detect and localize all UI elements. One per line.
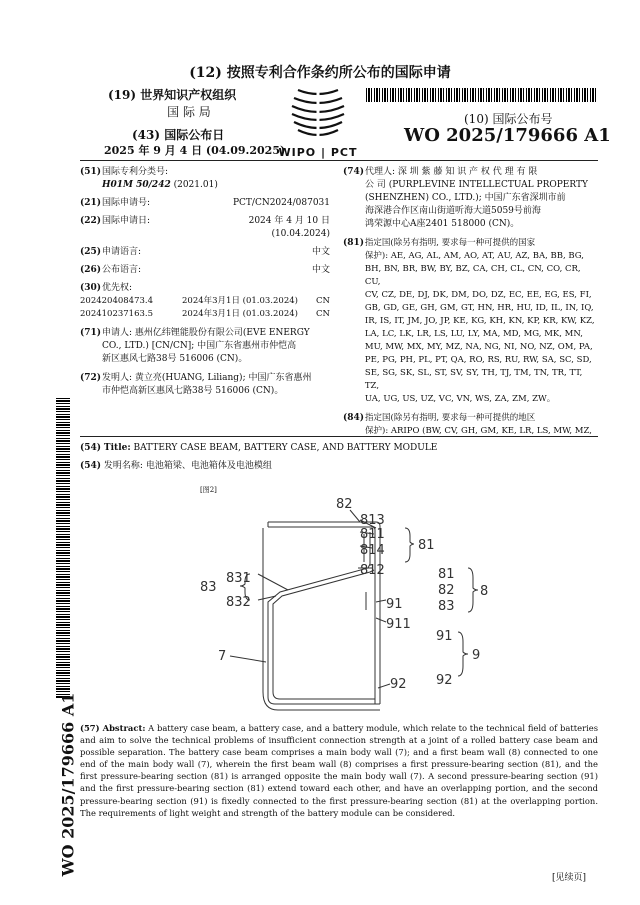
- label-911: 911: [386, 617, 411, 632]
- legend-9: 9: [472, 648, 481, 663]
- label-814: 814: [360, 543, 385, 558]
- label-83: 83: [200, 580, 217, 595]
- label-92: 92: [390, 677, 407, 692]
- field-72: (72) 发明人: 黄立亮(HUANG, Liliang); 中国广东省惠州 市仲恺高新区惠风七路38号 516006 (CN)。: [80, 373, 312, 396]
- org-code: (19): [108, 88, 137, 102]
- legend-82: 82: [438, 583, 455, 598]
- pub-no-label: (10) 国际公布号: [464, 112, 553, 126]
- label-813: 813: [360, 513, 385, 528]
- field-71: (71) 申请人: 惠州亿纬锂能股份有限公司(EVE ENERGY CO., LTD.) [CN/CN]; 中国广东省惠州市仲恺高 新区惠风七路38号 516006 (CN)。: [80, 328, 310, 364]
- org-name: 世界知识产权组织: [140, 88, 237, 102]
- side-pub-no: WO 2025/179666 A1: [58, 692, 78, 877]
- ipc-class: H01M 50/242: [102, 180, 171, 190]
- label-81: 81: [418, 538, 435, 553]
- continued-note: [见续页]: [552, 873, 587, 883]
- title-zh: (54) 发明名称: 电池箱梁、电池箱体及电池模组: [80, 461, 272, 471]
- label-82: 82: [336, 497, 353, 512]
- left-column: (51) 国际专利分类号: H01M 50/242 (2021.01) (21) 国际申请号: PCT/CN2024/087031 (22) 国际申请日: 2024 年 4 月 10 日 (10.04.2024) (25) 申请语言: 中文 (26) 公布语言: 中文 (30) 优先权: 202420408473.4 2024年3月1日 (01.03.2024) CN 202410237163.5 2024年3月1日 (01.03.2024) CN (71) 申请人: 惠州亿纬锂能股份有限公司(EVE ENERGY CO., LTD.) [CN/CN]; 中国广东省惠州市仲恺高 新区惠风七路38号 516006 (CN)。 (72) 发明人: 黄立亮(HUANG, Liliang); 中国广东省惠州 市仲恺高新区惠风七路38号 516006 (CN)。: [80, 167, 330, 396]
- wipo-logo: [268, 84, 368, 159]
- org-block: [108, 86, 258, 120]
- field-22: (22) 国际申请日: 2024 年 4 月 10 日 (10.04.2024): [80, 216, 330, 239]
- label-7: 7: [218, 649, 227, 664]
- field-21: (21) 国际申请号: PCT/CN2024/087031: [80, 198, 330, 208]
- label-831: 831: [226, 571, 251, 586]
- priority-row: 202420408473.4 2024年3月1日 (01.03.2024) CN: [80, 296, 330, 306]
- label-812: 812: [360, 563, 385, 578]
- abstract-text: A battery case beam, a battery case, and a battery module, which relate to the technical field of batteries and aim to solve the technical problems of insufficient connection strength at a joint of a rolled battery case beam and possible separation. The battery case beam comprises a main body wall (7); and a first beam wall (8) connected to one end of the main body wall (7), wherein the first beam wall (8) comprises a first pressure-bearing section (81), and the first pressure-bearing section (81) is arranged opposite the main body wall (7). A second pressure-bearing section (91) and the first pressure-bearing section (81) extend toward each other, and have an overlapping portion, and the second pressure-bearing section (91) is fixedly connected to the first pressure-bearing section (81) at the overlapping portion. The requirements of light weight and strength of the battery module can be considered.: [80, 723, 598, 818]
- field-84: (84) 指定国(除另有指明, 要求每一种可提供的地区 保护): ARIPO (BW, CV, GH, GM, KE, LR, LS, MW, MZ,: [343, 413, 592, 436]
- wipo-emblem-icon: [268, 84, 368, 142]
- pub-date-label: (43) 国际公布日: [132, 128, 225, 142]
- field-30: (30) 优先权:: [80, 283, 133, 293]
- legend-92: 92: [436, 673, 453, 688]
- patent-figure: [190, 492, 490, 717]
- title-rule: [80, 436, 598, 437]
- right-column: [343, 166, 598, 438]
- document-type: (12) 按照专利合作条约所公布的国际申请: [189, 65, 451, 81]
- field-25: (25) 申请语言: 中文: [80, 247, 330, 257]
- field-51: (51) 国际专利分类号:: [80, 167, 169, 177]
- top-barcode: [366, 88, 596, 102]
- pub-no: WO 2025/179666 A1: [404, 125, 611, 146]
- side-barcode: [56, 398, 70, 698]
- abstract-label: (57) Abstract:: [80, 723, 146, 733]
- label-91: 91: [386, 597, 403, 612]
- field-74: (74) 代理人: 深 圳 紫 藤 知 识 产 权 代 理 有 限 公 司 (PURPLEVINE INTELLECTUAL PROPERTY (SHENZHEN) CO., LTD.); 中国广东省深圳市前 海深港合作区南山街道听海大道5059号前海 鸿荣源中心A座2401 518000 (CN)。: [343, 167, 588, 229]
- label-832: 832: [226, 595, 251, 610]
- abstract: [80, 722, 598, 819]
- figure-caption: [图2]: [200, 486, 217, 494]
- legend-83: 83: [438, 599, 455, 614]
- legend-91: 91: [436, 629, 453, 644]
- org-sub: 国 际 局: [167, 105, 211, 119]
- label-811: 811: [360, 527, 385, 542]
- title-en: (54) Title: BATTERY CASE BEAM, BATTERY CASE, AND BATTERY MODULE: [80, 443, 438, 453]
- header-rule: [80, 160, 598, 161]
- wipo-logo-text: WIPO | PCT: [278, 146, 358, 159]
- legend-8: 8: [480, 584, 489, 599]
- pub-date: 2025 年 9 月 4 日 (04.09.2025): [104, 144, 286, 157]
- field-81: (81) 指定国(除另有指明, 要求每一种可提供的国家 保护): AE, AG, AL, AM, AO, AT, AU, AZ, BA, BB, BG, BH, BN, BR, BW, BY, BZ, CA, CH, CL, CN, CO, CR, CU, CV, CZ, DE, DJ, DK, DM, DO, DZ, EC, EE, EG, ES, FI, GB, GD, GE, GH, GM, GT, HN, HR, HU, ID, IL, IN, IQ, IR, IS, IT, JM, JO, JP, KE, KG, KH, KN, KP, KR, KW, KZ, LA, LC, LK, LR, LS, LU, LY, MA, MD, MG, MK, MN, MU, MW, MX, MY, MZ, NA, NG, NI, NO, NZ, OM, PA, PE, PG, PH, PL, PT, QA, RO, RS, RU, RW, SA, SC, SD, SE, SG, SK, SL, ST, SV, SY, TH, TJ, TM, TN, TR, TT, TZ, UA, UG, US, UZ, VC, VN, WS, ZA, ZM, ZW。: [343, 238, 595, 404]
- priority-row: 202410237163.5 2024年3月1日 (01.03.2024) CN: [80, 309, 330, 319]
- field-26: (26) 公布语言: 中文: [80, 265, 330, 275]
- legend-81: 81: [438, 567, 455, 582]
